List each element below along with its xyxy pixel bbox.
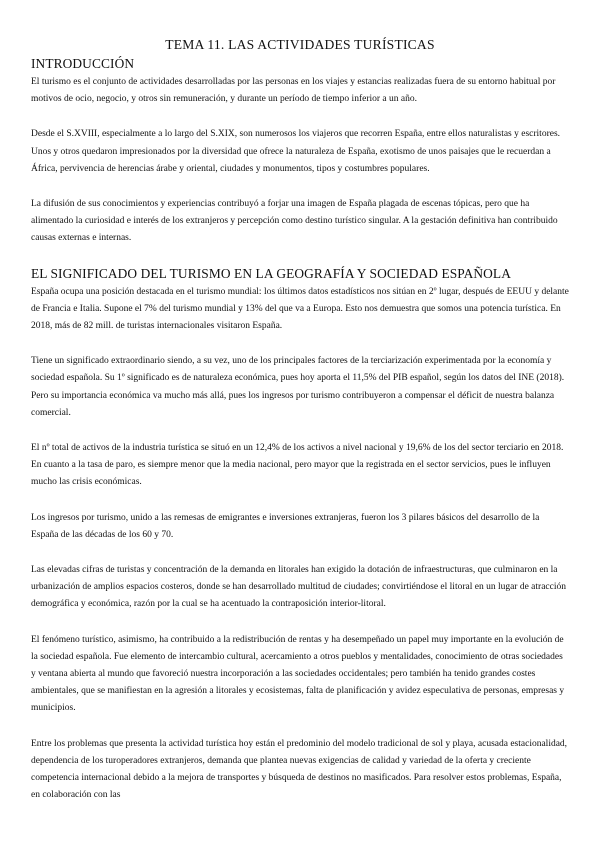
paragraph: La difusión de sus conocimientos y experiencias contribuyó a forjar una imagen de España plagada de escenas tópicas, pero que ha alimentado la curiosidad e interés de los extranjeros y percepción como destino turístico singular. A la gestación definitiva han contribuido causas externas e internas. — [31, 199, 558, 244]
paragraph: Entre los problemas que presenta la actividad turística hoy están el predominio del modelo tradicional de sol y playa, acusada estacionalidad, dependencia de los turoperadores extranjeros, demanda que plantea nuevas exigencias de calidad y variedad de la oferta y creciente competencia internacional debido a la mejora de transportes y búsqueda de destinos no masificados. Para resolver estos problemas, España, en colaboración con las — [31, 738, 568, 801]
paragraph: España ocupa una posición destacada en el turismo mundial: los últimos datos estadísticos nos sitúan en 2º lugar, después de EEUU y delante de Francia e Italia. Supone el 7% del turismo mundial y 13% del que va a Europa. Esto nos demuestra que somos una potencia turística. En 2018, más de 82 mill. de turistas internacionales visitaron España. — [31, 286, 569, 332]
paragraph: Tiene un significado extraordinario siendo, a su vez, uno de los principales factores de la terciarización experimentada por la economía y sociedad española. Su 1º significado es de naturaleza económica, pues hoy aporta el 11,5% del PIB español, según los datos del INE (2018). Pero su importancia económica va mucho más allá, pues los ingresos por turismo contribuyeron a compensar el déficit de nuestra balanza comercial. — [31, 356, 565, 418]
paragraph: Los ingresos por turismo, unido a las remesas de emigrantes e inversiones extranjeras, fueron los 3 pilares básicos del desarrollo de la España de las décadas de los 60 y 70. — [31, 512, 540, 540]
document-title: TEMA 11. LAS ACTIVIDADES TURÍSTICAS — [165, 37, 435, 52]
paragraph: El turismo es el conjunto de actividades desarrolladas por las personas en los viajes y estancias realizadas fuera de su entorno habitual por motivos de ocio, negocio, y otros sin remuneración, y durante un período de tiempo inferior a un año. — [31, 77, 556, 105]
section-heading-significado: EL SIGNIFICADO DEL TURISMO EN LA GEOGRAFÍA Y SOCIEDAD ESPAÑOLA — [31, 265, 511, 281]
section-introduccion — [31, 56, 569, 248]
paragraph: Desde el S.XVIII, especialmente a lo largo del S.XIX, son numerosos los viajeros que recorren España, entre ellos naturalistas y escritores. Unos y otros quedaron impresionados por la diversidad que ofrece la naturaleza de España, exotismo de unos paisajes que le recuerdan a África, pervivencia de herencias árabe y oriental, ciudades y monumentos, tipos y costumbres populares. — [31, 129, 561, 174]
paragraph: El fenómeno turístico, asimismo, ha contribuido a la redistribución de rentas y ha desempeñado un papel muy importante en la evolución de la sociedad española. Fue elemento de intercambio cultural, acercamiento a otros pueblos y mentalidades, conocimiento de otras sociedades y ventana abierta al mundo que favoreció nuestra incorporación a las sociedades occidentales; pero también ha tenido grandes costes ambientales, que se manifiestan en la agresión a litorales y ecosistemas, falta de planificación y avidez especulativa de personas, empresas y municipios. — [31, 634, 565, 714]
section-significado — [31, 266, 569, 805]
section-heading-introduccion: INTRODUCCIÓN — [31, 56, 135, 71]
paragraph: El nº total de activos de la industria turística se situó en un 12,4% de los activos a nivel nacional y 19,6% de los del sector terciario en 2018. En cuanto a la tasa de paro, es siempre menor que la media nacional, pero mayor que la registrada en el sector servicios, pues le influyen mucho las crisis económicas. — [31, 443, 564, 488]
paragraph: Las elevadas cifras de turistas y concentración de la demanda en litorales han exigido la dotación de infraestructuras, que culminaron en la urbanización de amplios espacios costeros, donde se han desarrollado multitud de ciudades; convirtiéndose el litoral en un lugar de atracción demográfica y económica, razón por la cual se ha acentuado la contraposición interior-litoral. — [31, 565, 566, 610]
